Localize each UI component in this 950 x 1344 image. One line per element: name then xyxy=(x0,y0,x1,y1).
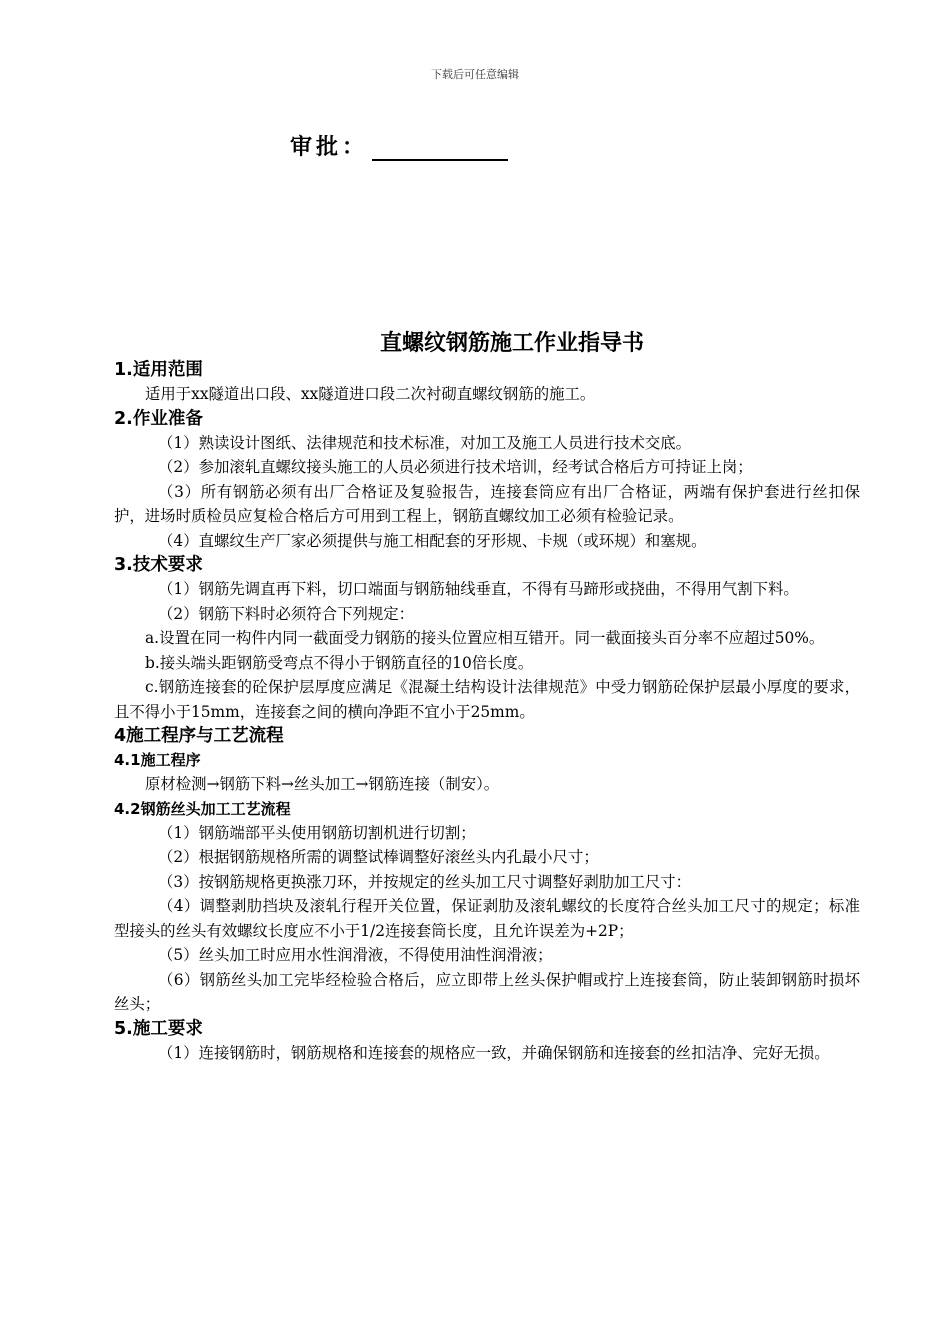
section-heading: 2.作业准备 xyxy=(114,408,203,429)
signature-line xyxy=(372,137,508,161)
paragraph: a.设置在同一构件内同一截面受力钢筋的接头位置应相互错开。同一截面接头百分率不应超过50%。 xyxy=(145,629,825,647)
subsection-heading: 4.1施工程序 xyxy=(114,751,201,769)
paragraph: （1）钢筋先调直再下料，切口端面与钢筋轴线垂直，不得有马蹄形或挠曲，不得用气割下料。 xyxy=(158,580,799,598)
paragraph: （2）根据钢筋规格所需的调整试棒调整好滚丝头内孔最小尺寸； xyxy=(158,848,599,866)
section-heading: 3.技术要求 xyxy=(114,555,203,575)
paragraph: （2）钢筋下料时必须符合下列规定： xyxy=(158,604,415,623)
paragraph: （1）连接钢筋时，钢筋规格和连接套的规格应一致，并确保钢筋和连接套的丝扣洁净、完好无损。 xyxy=(158,1043,830,1062)
paragraph: 原材检测→钢筋下料→丝头加工→钢筋连接（制安）。 xyxy=(145,775,500,793)
approval-label: 审批： xyxy=(290,134,369,160)
paragraph: （6）钢筋丝头加工完毕经检验合格后，应立即带上丝头保护帽或拧上连接套筒，防止装卸钢筋时损坏丝头； xyxy=(114,970,860,1013)
document-title: 直螺纹钢筋施工作业指导书 xyxy=(379,331,644,356)
paragraph: （5）丝头加工时应用水性润滑液，不得使用油性润滑液； xyxy=(158,946,553,964)
header-note: 下载后可任意编辑 xyxy=(431,68,519,81)
paragraph: （1）熟读设计图纸、法律规范和技术标准，对加工及施工人员进行技术交底。 xyxy=(158,433,692,452)
paragraph: b.接头端头距钢筋受弯点不得小于钢筋直径的10倍长度。 xyxy=(145,653,534,672)
approval-field xyxy=(290,130,508,161)
paragraph: （3）所有钢筋必须有出厂合格证及复验报告，连接套筒应有出厂合格证，两端有保护套进行丝扣保护，进场时质检员应复检合格后方可用到工程上，钢筋直螺纹加工必须有检验记录。 xyxy=(114,482,860,525)
paragraph: （3）按钢筋规格更换涨刀环，并按规定的丝头加工尺寸调整好剥肋加工尺寸： xyxy=(158,872,692,891)
paragraph: 适用于xx隧道出口段、xx隧道进口段二次衬砌直螺纹钢筋的施工。 xyxy=(145,385,596,403)
section-heading: 5.施工要求 xyxy=(114,1018,203,1039)
section-heading: 1.适用范围 xyxy=(114,360,203,380)
paragraph: （4）直螺纹生产厂家必须提供与施工相配套的牙形规、卡规（或环规）和塞规。 xyxy=(158,531,707,550)
paragraph: （1）钢筋端部平头使用钢筋切割机进行切割； xyxy=(158,823,476,842)
paragraph: （2）参加滚轧直螺纹接头施工的人员必须进行技术培训，经考试合格后方可持证上岗； xyxy=(158,458,753,476)
paragraph: （4）调整剥肋挡块及滚轧行程开关位置，保证剥肋及滚轧螺纹的长度符合丝头加工尺寸的规定；标准型接头的丝头有效螺纹长度应不小于1/2连接套筒长度，且允许误差为+2P； xyxy=(114,897,860,940)
subsection-heading: 4.2钢筋丝头加工工艺流程 xyxy=(114,799,291,818)
paragraph: c.钢筋连接套的砼保护层厚度应满足《混凝土结构设计法律规范》中受力钢筋砼保护层最小厚度的要求，且不得小于15mm，连接套之间的横向净距不宜小于25mm。 xyxy=(114,678,860,721)
section-heading: 4施工程序与工艺流程 xyxy=(114,726,284,746)
document-body xyxy=(114,358,860,1065)
